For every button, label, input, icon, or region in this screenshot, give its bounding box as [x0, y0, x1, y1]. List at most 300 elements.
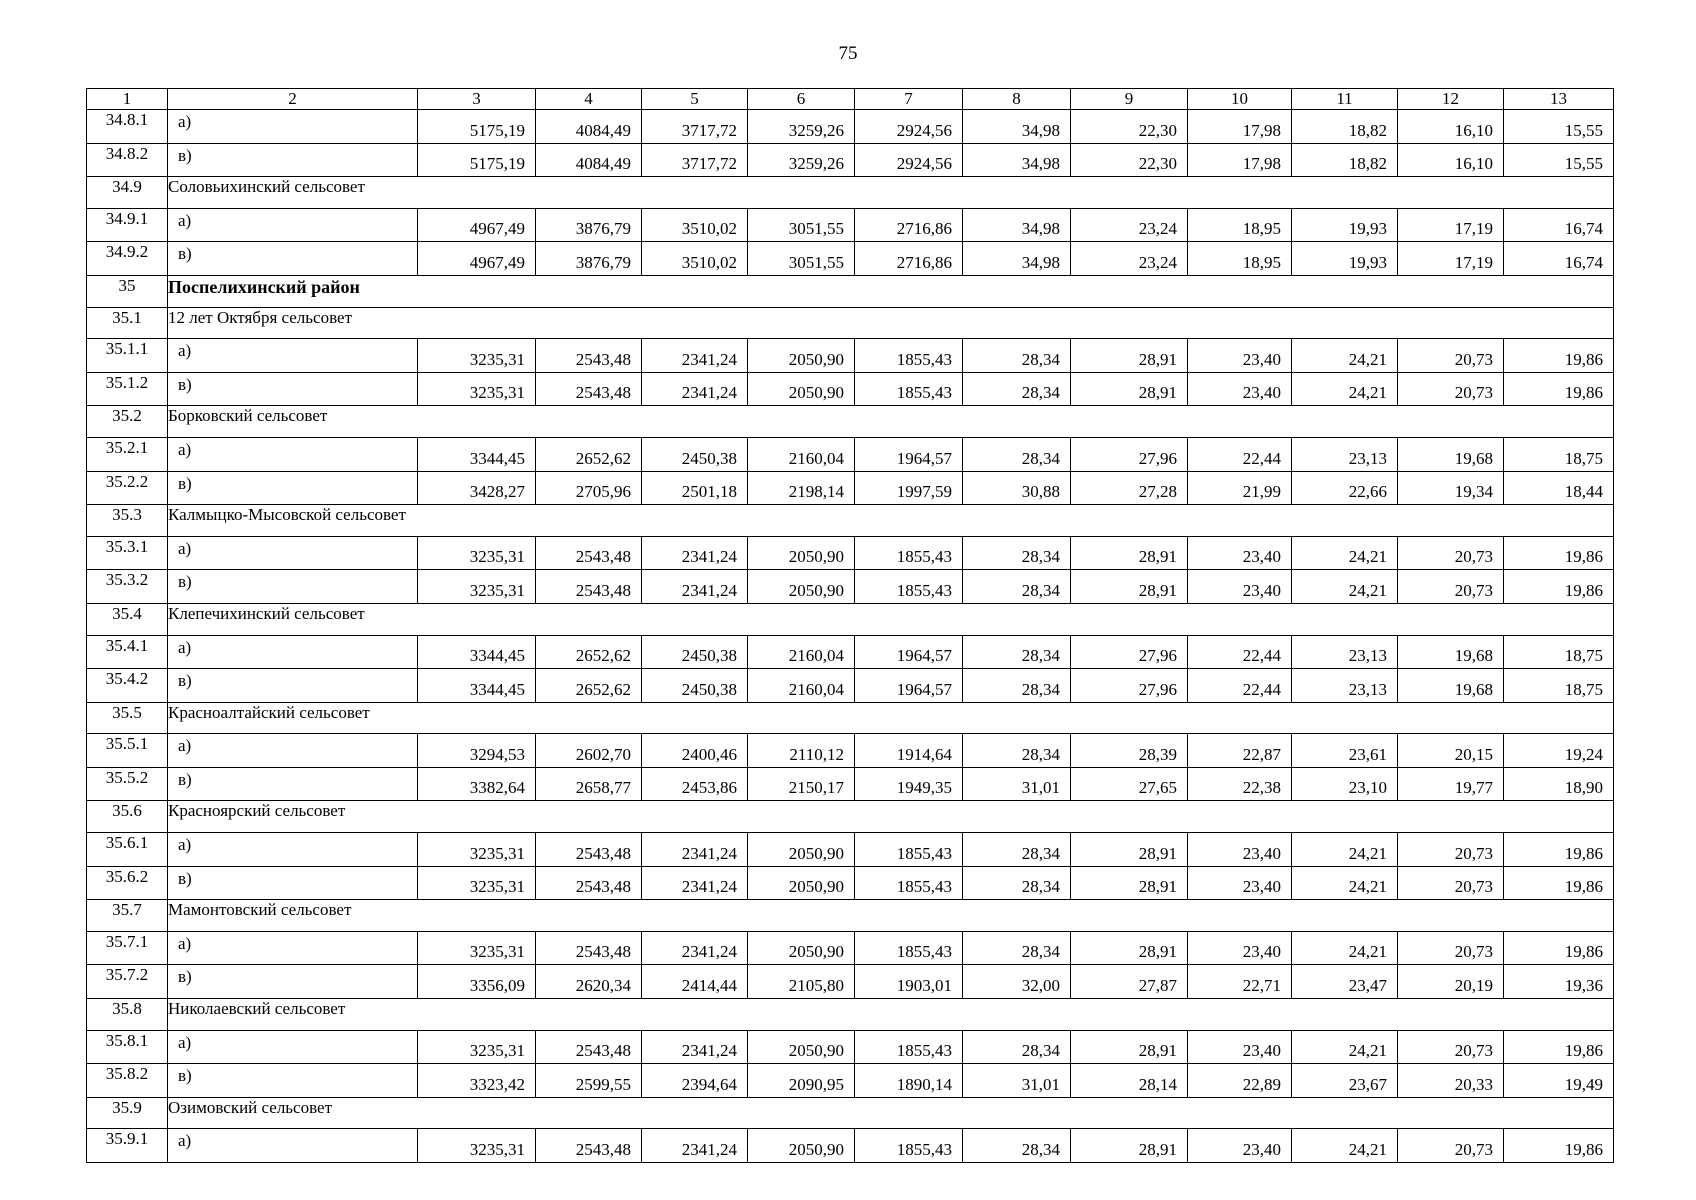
row-label: в) — [168, 866, 418, 900]
row-label: в) — [168, 570, 418, 604]
value-cell: 28,91 — [1071, 339, 1188, 373]
table-row — [87, 437, 1614, 471]
section-name: Озимовский сельсовет — [168, 1097, 1614, 1129]
value-cell: 28,34 — [963, 339, 1071, 373]
value-cell: 20,73 — [1398, 1030, 1504, 1064]
value-cell: 28,39 — [1071, 734, 1188, 768]
tariff-table — [86, 88, 1614, 1163]
value-cell: 18,82 — [1292, 110, 1398, 144]
value-cell: 2501,18 — [642, 471, 748, 505]
value-cell: 22,38 — [1188, 767, 1292, 801]
value-cell: 15,55 — [1504, 143, 1614, 177]
value-cell: 23,40 — [1188, 570, 1292, 604]
district-name: Поспелихинский район — [168, 275, 1614, 307]
value-cell: 2050,90 — [748, 1030, 855, 1064]
value-cell: 18,75 — [1504, 635, 1614, 669]
value-cell: 2716,86 — [855, 208, 963, 242]
table-row — [87, 965, 1614, 999]
row-label: в) — [168, 242, 418, 276]
value-cell: 34,98 — [963, 242, 1071, 276]
value-cell: 3428,27 — [418, 471, 536, 505]
value-cell: 23,10 — [1292, 767, 1398, 801]
value-cell: 18,44 — [1504, 471, 1614, 505]
value-cell: 1964,57 — [855, 635, 963, 669]
table-row — [87, 931, 1614, 965]
district-code: 35 — [87, 275, 168, 307]
value-cell: 2050,90 — [748, 833, 855, 867]
row-label: а) — [168, 1030, 418, 1064]
table-row — [87, 669, 1614, 703]
value-cell: 22,66 — [1292, 471, 1398, 505]
value-cell: 16,74 — [1504, 242, 1614, 276]
section-row — [87, 177, 1614, 209]
row-code: 35.5.1 — [87, 734, 168, 768]
value-cell: 3235,31 — [418, 570, 536, 604]
value-cell: 1997,59 — [855, 471, 963, 505]
row-code: 35.2.2 — [87, 471, 168, 505]
value-cell: 28,34 — [963, 437, 1071, 471]
value-cell: 3259,26 — [748, 110, 855, 144]
row-label: в) — [168, 372, 418, 406]
row-label: в) — [168, 669, 418, 703]
value-cell: 27,96 — [1071, 437, 1188, 471]
table-row — [87, 570, 1614, 604]
value-cell: 3235,31 — [418, 833, 536, 867]
section-code: 35.1 — [87, 307, 168, 339]
value-cell: 3344,45 — [418, 437, 536, 471]
row-code: 35.6.1 — [87, 833, 168, 867]
value-cell: 19,36 — [1504, 965, 1614, 999]
row-code: 35.3.2 — [87, 570, 168, 604]
column-number: 3 — [418, 89, 536, 110]
section-name: Соловьихинский сельсовет — [168, 177, 1614, 209]
row-label: а) — [168, 208, 418, 242]
value-cell: 2414,44 — [642, 965, 748, 999]
row-code: 35.6.2 — [87, 866, 168, 900]
section-name: 12 лет Октября сельсовет — [168, 307, 1614, 339]
value-cell: 22,89 — [1188, 1064, 1292, 1098]
row-code: 35.7.1 — [87, 931, 168, 965]
value-cell: 2453,86 — [642, 767, 748, 801]
value-cell: 3510,02 — [642, 242, 748, 276]
value-cell: 17,98 — [1188, 143, 1292, 177]
table-row — [87, 208, 1614, 242]
value-cell: 19,68 — [1398, 635, 1504, 669]
value-cell: 3051,55 — [748, 208, 855, 242]
row-code: 34.8.1 — [87, 110, 168, 144]
value-cell: 28,34 — [963, 536, 1071, 570]
value-cell: 2543,48 — [536, 931, 642, 965]
value-cell: 2599,55 — [536, 1064, 642, 1098]
value-cell: 28,91 — [1071, 866, 1188, 900]
value-cell: 3235,31 — [418, 339, 536, 373]
value-cell: 2394,64 — [642, 1064, 748, 1098]
value-cell: 23,47 — [1292, 965, 1398, 999]
column-number: 13 — [1504, 89, 1614, 110]
value-cell: 28,34 — [963, 734, 1071, 768]
value-cell: 2341,24 — [642, 833, 748, 867]
value-cell: 23,24 — [1071, 208, 1188, 242]
value-cell: 5175,19 — [418, 143, 536, 177]
value-cell: 20,73 — [1398, 833, 1504, 867]
column-number: 1 — [87, 89, 168, 110]
table-row — [87, 372, 1614, 406]
value-cell: 3717,72 — [642, 110, 748, 144]
value-cell: 23,13 — [1292, 635, 1398, 669]
section-code: 35.7 — [87, 900, 168, 932]
value-cell: 1855,43 — [855, 536, 963, 570]
row-label: а) — [168, 536, 418, 570]
value-cell: 20,73 — [1398, 339, 1504, 373]
row-code: 34.9.2 — [87, 242, 168, 276]
section-name: Николаевский сельсовет — [168, 999, 1614, 1031]
value-cell: 2620,34 — [536, 965, 642, 999]
row-code: 35.9.1 — [87, 1129, 168, 1163]
value-cell: 19,86 — [1504, 833, 1614, 867]
value-cell: 28,14 — [1071, 1064, 1188, 1098]
value-cell: 20,33 — [1398, 1064, 1504, 1098]
value-cell: 2160,04 — [748, 669, 855, 703]
row-code: 35.8.2 — [87, 1064, 168, 1098]
value-cell: 27,87 — [1071, 965, 1188, 999]
row-code: 34.8.2 — [87, 143, 168, 177]
value-cell: 23,40 — [1188, 1030, 1292, 1064]
value-cell: 20,73 — [1398, 372, 1504, 406]
section-row — [87, 900, 1614, 932]
value-cell: 3235,31 — [418, 866, 536, 900]
section-code: 35.8 — [87, 999, 168, 1031]
section-name: Красноалтайский сельсовет — [168, 702, 1614, 734]
value-cell: 20,73 — [1398, 570, 1504, 604]
value-cell: 2341,24 — [642, 1030, 748, 1064]
value-cell: 24,21 — [1292, 931, 1398, 965]
value-cell: 22,44 — [1188, 669, 1292, 703]
value-cell: 2543,48 — [536, 833, 642, 867]
row-code: 35.3.1 — [87, 536, 168, 570]
value-cell: 24,21 — [1292, 833, 1398, 867]
section-name: Клепечихинский сельсовет — [168, 603, 1614, 635]
value-cell: 19,68 — [1398, 437, 1504, 471]
value-cell: 23,40 — [1188, 339, 1292, 373]
value-cell: 19,86 — [1504, 931, 1614, 965]
section-code: 34.9 — [87, 177, 168, 209]
section-code: 35.3 — [87, 505, 168, 537]
value-cell: 4084,49 — [536, 143, 642, 177]
value-cell: 3051,55 — [748, 242, 855, 276]
value-cell: 23,40 — [1188, 536, 1292, 570]
section-row — [87, 702, 1614, 734]
row-label: а) — [168, 110, 418, 144]
value-cell: 2105,80 — [748, 965, 855, 999]
section-code: 35.9 — [87, 1097, 168, 1129]
value-cell: 2050,90 — [748, 931, 855, 965]
table-row — [87, 635, 1614, 669]
page-number: 75 — [838, 43, 858, 64]
row-label: а) — [168, 1129, 418, 1163]
value-cell: 31,01 — [963, 1064, 1071, 1098]
value-cell: 28,34 — [963, 372, 1071, 406]
value-cell: 1855,43 — [855, 339, 963, 373]
district-row — [87, 275, 1614, 307]
section-row — [87, 801, 1614, 833]
value-cell: 1855,43 — [855, 931, 963, 965]
value-cell: 3235,31 — [418, 931, 536, 965]
column-number: 4 — [536, 89, 642, 110]
value-cell: 19,86 — [1504, 1030, 1614, 1064]
row-code: 35.8.1 — [87, 1030, 168, 1064]
value-cell: 22,87 — [1188, 734, 1292, 768]
section-name: Борковский сельсовет — [168, 406, 1614, 438]
value-cell: 18,75 — [1504, 669, 1614, 703]
value-cell: 18,75 — [1504, 437, 1614, 471]
value-cell: 24,21 — [1292, 866, 1398, 900]
row-label: а) — [168, 833, 418, 867]
value-cell: 20,73 — [1398, 1129, 1504, 1163]
value-cell: 19,24 — [1504, 734, 1614, 768]
value-cell: 18,82 — [1292, 143, 1398, 177]
column-number-row — [87, 89, 1614, 110]
section-row — [87, 406, 1614, 438]
value-cell: 2924,56 — [855, 143, 963, 177]
section-name: Калмыцко-Мысовской сельсовет — [168, 505, 1614, 537]
value-cell: 3235,31 — [418, 372, 536, 406]
value-cell: 2543,48 — [536, 536, 642, 570]
value-cell: 2341,24 — [642, 866, 748, 900]
value-cell: 3323,42 — [418, 1064, 536, 1098]
value-cell: 23,13 — [1292, 669, 1398, 703]
row-label: в) — [168, 143, 418, 177]
value-cell: 1890,14 — [855, 1064, 963, 1098]
value-cell: 1964,57 — [855, 669, 963, 703]
value-cell: 3510,02 — [642, 208, 748, 242]
row-code: 35.1.2 — [87, 372, 168, 406]
value-cell: 24,21 — [1292, 1030, 1398, 1064]
value-cell: 3356,09 — [418, 965, 536, 999]
value-cell: 28,34 — [963, 669, 1071, 703]
value-cell: 1964,57 — [855, 437, 963, 471]
section-row — [87, 307, 1614, 339]
value-cell: 28,91 — [1071, 833, 1188, 867]
row-code: 35.7.2 — [87, 965, 168, 999]
value-cell: 16,10 — [1398, 110, 1504, 144]
value-cell: 28,91 — [1071, 570, 1188, 604]
value-cell: 2543,48 — [536, 339, 642, 373]
value-cell: 2050,90 — [748, 570, 855, 604]
table-row — [87, 1064, 1614, 1098]
value-cell: 2110,12 — [748, 734, 855, 768]
table-row — [87, 1030, 1614, 1064]
column-number: 7 — [855, 89, 963, 110]
value-cell: 2450,38 — [642, 635, 748, 669]
section-row — [87, 1097, 1614, 1129]
table-row — [87, 833, 1614, 867]
value-cell: 23,40 — [1188, 372, 1292, 406]
value-cell: 19,86 — [1504, 339, 1614, 373]
value-cell: 2341,24 — [642, 570, 748, 604]
value-cell: 27,28 — [1071, 471, 1188, 505]
value-cell: 2050,90 — [748, 1129, 855, 1163]
value-cell: 22,44 — [1188, 635, 1292, 669]
value-cell: 2716,86 — [855, 242, 963, 276]
value-cell: 3344,45 — [418, 669, 536, 703]
table-row — [87, 339, 1614, 373]
table-row — [87, 143, 1614, 177]
value-cell: 2652,62 — [536, 437, 642, 471]
value-cell: 2652,62 — [536, 669, 642, 703]
value-cell: 24,21 — [1292, 570, 1398, 604]
row-label: а) — [168, 635, 418, 669]
value-cell: 19,86 — [1504, 866, 1614, 900]
value-cell: 28,91 — [1071, 372, 1188, 406]
value-cell: 20,73 — [1398, 931, 1504, 965]
value-cell: 19,34 — [1398, 471, 1504, 505]
value-cell: 28,91 — [1071, 931, 1188, 965]
section-code: 35.6 — [87, 801, 168, 833]
value-cell: 1855,43 — [855, 1030, 963, 1064]
table-row — [87, 471, 1614, 505]
column-number: 2 — [168, 89, 418, 110]
value-cell: 23,67 — [1292, 1064, 1398, 1098]
value-cell: 2341,24 — [642, 931, 748, 965]
value-cell: 28,34 — [963, 1030, 1071, 1064]
value-cell: 23,40 — [1188, 931, 1292, 965]
value-cell: 23,13 — [1292, 437, 1398, 471]
value-cell: 23,40 — [1188, 833, 1292, 867]
value-cell: 24,21 — [1292, 339, 1398, 373]
value-cell: 2705,96 — [536, 471, 642, 505]
row-code: 35.1.1 — [87, 339, 168, 373]
value-cell: 19,68 — [1398, 669, 1504, 703]
value-cell: 34,98 — [963, 143, 1071, 177]
value-cell: 19,49 — [1504, 1064, 1614, 1098]
value-cell: 28,34 — [963, 635, 1071, 669]
value-cell: 2658,77 — [536, 767, 642, 801]
table-body — [87, 89, 1614, 1163]
row-label: в) — [168, 767, 418, 801]
row-code: 35.4.1 — [87, 635, 168, 669]
value-cell: 3235,31 — [418, 536, 536, 570]
column-number: 5 — [642, 89, 748, 110]
value-cell: 2400,46 — [642, 734, 748, 768]
value-cell: 24,21 — [1292, 372, 1398, 406]
section-row — [87, 505, 1614, 537]
section-code: 35.2 — [87, 406, 168, 438]
section-row — [87, 603, 1614, 635]
value-cell: 2924,56 — [855, 110, 963, 144]
value-cell: 2150,17 — [748, 767, 855, 801]
value-cell: 2160,04 — [748, 635, 855, 669]
value-cell: 1914,64 — [855, 734, 963, 768]
table-row — [87, 536, 1614, 570]
value-cell: 3344,45 — [418, 635, 536, 669]
value-cell: 2652,62 — [536, 635, 642, 669]
value-cell: 23,40 — [1188, 1129, 1292, 1163]
value-cell: 19,93 — [1292, 242, 1398, 276]
column-number: 9 — [1071, 89, 1188, 110]
value-cell: 3876,79 — [536, 242, 642, 276]
row-label: в) — [168, 965, 418, 999]
column-number: 8 — [963, 89, 1071, 110]
value-cell: 27,96 — [1071, 669, 1188, 703]
value-cell: 28,34 — [963, 570, 1071, 604]
value-cell: 27,96 — [1071, 635, 1188, 669]
value-cell: 2341,24 — [642, 536, 748, 570]
table-row — [87, 866, 1614, 900]
value-cell: 2543,48 — [536, 866, 642, 900]
value-cell: 19,93 — [1292, 208, 1398, 242]
value-cell: 28,91 — [1071, 536, 1188, 570]
value-cell: 22,71 — [1188, 965, 1292, 999]
value-cell: 28,34 — [963, 833, 1071, 867]
value-cell: 1855,43 — [855, 866, 963, 900]
row-code: 35.5.2 — [87, 767, 168, 801]
value-cell: 27,65 — [1071, 767, 1188, 801]
value-cell: 28,91 — [1071, 1030, 1188, 1064]
row-label: в) — [168, 471, 418, 505]
value-cell: 20,73 — [1398, 866, 1504, 900]
row-code: 35.2.1 — [87, 437, 168, 471]
value-cell: 18,95 — [1188, 242, 1292, 276]
column-number: 10 — [1188, 89, 1292, 110]
value-cell: 3717,72 — [642, 143, 748, 177]
row-code: 34.9.1 — [87, 208, 168, 242]
section-code: 35.5 — [87, 702, 168, 734]
value-cell: 22,44 — [1188, 437, 1292, 471]
value-cell: 2543,48 — [536, 372, 642, 406]
row-label: а) — [168, 339, 418, 373]
value-cell: 19,86 — [1504, 536, 1614, 570]
value-cell: 16,74 — [1504, 208, 1614, 242]
value-cell: 22,30 — [1071, 110, 1188, 144]
value-cell: 19,86 — [1504, 372, 1614, 406]
value-cell: 20,19 — [1398, 965, 1504, 999]
value-cell: 2543,48 — [536, 1129, 642, 1163]
value-cell: 2090,95 — [748, 1064, 855, 1098]
value-cell: 3294,53 — [418, 734, 536, 768]
value-cell: 2543,48 — [536, 570, 642, 604]
row-label: а) — [168, 931, 418, 965]
value-cell: 2050,90 — [748, 536, 855, 570]
value-cell: 15,55 — [1504, 110, 1614, 144]
value-cell: 4967,49 — [418, 208, 536, 242]
section-code: 35.4 — [87, 603, 168, 635]
value-cell: 2450,38 — [642, 669, 748, 703]
value-cell: 28,34 — [963, 866, 1071, 900]
value-cell: 23,24 — [1071, 242, 1188, 276]
value-cell: 2198,14 — [748, 471, 855, 505]
section-name: Красноярский сельсовет — [168, 801, 1614, 833]
row-label: а) — [168, 734, 418, 768]
value-cell: 1949,35 — [855, 767, 963, 801]
row-code: 35.4.2 — [87, 669, 168, 703]
value-cell: 34,98 — [963, 110, 1071, 144]
value-cell: 31,01 — [963, 767, 1071, 801]
table-row — [87, 242, 1614, 276]
value-cell: 28,34 — [963, 931, 1071, 965]
value-cell: 2341,24 — [642, 372, 748, 406]
column-number: 11 — [1292, 89, 1398, 110]
value-cell: 24,21 — [1292, 1129, 1398, 1163]
value-cell: 17,19 — [1398, 208, 1504, 242]
value-cell: 2341,24 — [642, 339, 748, 373]
column-number: 12 — [1398, 89, 1504, 110]
table-row — [87, 110, 1614, 144]
value-cell: 17,19 — [1398, 242, 1504, 276]
value-cell: 1855,43 — [855, 833, 963, 867]
value-cell: 24,21 — [1292, 536, 1398, 570]
value-cell: 19,86 — [1504, 1129, 1614, 1163]
row-label: в) — [168, 1064, 418, 1098]
